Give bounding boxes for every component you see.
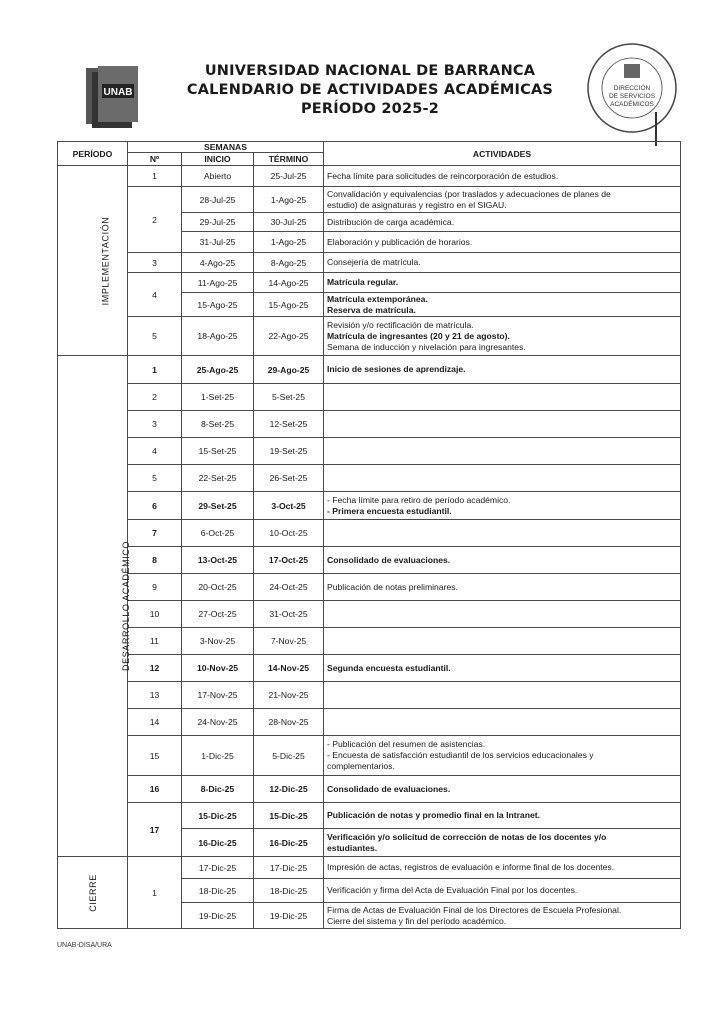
week-number: 3 [128,253,182,273]
university-logo [78,62,148,132]
logo-text: UNAB [103,87,133,98]
end-date: 12-Set-25 [254,411,324,438]
week-number: 2 [128,384,182,411]
end-date: 10-Oct-25 [254,520,324,547]
start-date: 19-Dic-25 [182,903,254,929]
end-date: 7-Nov-25 [254,628,324,655]
activity: Revisión y/o rectificación de matrícula. Matrícula de ingresantes (20 y 21 de agosto). Semana de inducción y nivelación para ingresantes. [324,317,681,356]
end-date: 26-Set-25 [254,465,324,492]
seal-line-2: DE SERVICIOS [608,93,656,100]
week-number: 5 [128,465,182,492]
period-label: DESARROLLO ACADÉMICO [121,540,132,672]
end-date: 15-Ago-25 [254,293,324,317]
week-number: 11 [128,628,182,655]
table-row [58,356,681,384]
start-date: 29-Jul-25 [182,213,254,232]
end-date: 24-Oct-25 [254,574,324,601]
activity: Fecha límite para solicitudes de reincorporación de estudios. [324,166,681,187]
end-date: 17-Oct-25 [254,547,324,574]
end-date: 15-Dic-25 [254,803,324,829]
activity: Matrícula extemporánea. Reserva de matrícula. [324,293,681,317]
header-university: UNIVERSIDAD NACIONAL DE BARRANCA [204,63,536,79]
end-date: 1-Ago-25 [254,232,324,253]
end-date: 3-Oct-25 [254,492,324,520]
start-date: 18-Dic-25 [182,879,254,903]
activity: - Fecha límite para retiro de período académico. - Primera encuesta estudiantil. [324,492,681,520]
start-date: 27-Oct-25 [182,601,254,628]
start-date: 1-Dic-25 [182,736,254,776]
start-date: 25-Ago-25 [182,356,254,384]
end-date: 21-Nov-25 [254,682,324,709]
activity: - Publicación del resumen de asistencias. - Encuesta de satisfacción estudiantil de los servicios educacionales y complementarios. [324,736,681,776]
week-number: 3 [128,411,182,438]
end-date: 29-Ago-25 [254,356,324,384]
end-date: 14-Nov-25 [254,655,324,682]
activity: Consejería de matrícula. [324,253,681,273]
table-row [58,857,681,879]
header-inicio: INICIO [182,153,254,166]
period-label: CIERRE [87,873,98,912]
week-number: 1 [128,356,182,384]
activity: Consolidado de evaluaciones. [324,776,681,803]
end-date: 1-Ago-25 [254,187,324,213]
activity: Publicación de notas preliminares. [324,574,681,601]
activity: Inicio de sesiones de aprendizaje. [324,356,681,384]
header-periodo: PERÍODO [58,142,128,166]
table-row [58,682,681,709]
week-number: 4 [128,438,182,465]
activity: Verificación y firma del Acta de Evaluación Final por los docentes. [324,879,681,903]
end-date: 25-Jul-25 [254,166,324,187]
start-date: 15-Ago-25 [182,293,254,317]
activity: Distribución de carga académica. [324,213,681,232]
table-row [58,317,681,356]
header-title: CALENDARIO DE ACTIVIDADES ACADÉMICAS [186,82,554,98]
start-date: 31-Jul-25 [182,232,254,253]
seal-stamp [582,38,682,138]
end-date: 5-Set-25 [254,384,324,411]
start-date: 3-Nov-25 [182,628,254,655]
activity: Elaboración y publicación de horarios. [324,232,681,253]
week-number: 1 [128,166,182,187]
activity [324,601,681,628]
week-number: 14 [128,709,182,736]
period-cierre [58,857,128,929]
activity: Convalidación y equivalencias (por traslados y adecuaciones de planes de estudio) de asignaturas y registro en el SIGAU. [324,187,681,213]
start-date: 29-Set-25 [182,492,254,520]
week-number: 12 [128,655,182,682]
activity: Verificación y/o solicitud de corrección de notas de los docentes y/o estudiantes. [324,829,681,857]
week-number: 15 [128,736,182,776]
end-date: 31-Oct-25 [254,601,324,628]
table-row [58,601,681,628]
end-date: 22-Ago-25 [254,317,324,356]
week-number: 2 [128,187,182,253]
start-date: 15-Set-25 [182,438,254,465]
end-date: 16-Dic-25 [254,829,324,857]
table-row [58,411,681,438]
table-row [58,384,681,411]
table-row [58,273,681,293]
week-number: 8 [128,547,182,574]
activity: Impresión de actas, registros de evaluación e informe final de los docentes. [324,857,681,879]
start-date: 17-Nov-25 [182,682,254,709]
table-row [58,492,681,520]
activity: Consolidado de evaluaciones. [324,547,681,574]
start-date: 18-Ago-25 [182,317,254,356]
table-row [58,465,681,492]
header-termino: TÉRMINO [254,153,324,166]
start-date: 8-Dic-25 [182,776,254,803]
activity [324,628,681,655]
activity [324,682,681,709]
start-date: 8-Set-25 [182,411,254,438]
start-date: 24-Nov-25 [182,709,254,736]
week-number: 17 [128,803,182,857]
end-date: 12-Dic-25 [254,776,324,803]
table-row [58,166,681,187]
start-date: 28-Jul-25 [182,187,254,213]
calendar-table [57,141,681,929]
table-row [58,187,681,213]
seal-line-1: DIRECCIÓN [613,85,651,92]
activity [324,465,681,492]
end-date: 5-Dic-25 [254,736,324,776]
start-date: 6-Oct-25 [182,520,254,547]
table-row [58,736,681,776]
start-date: 1-Set-25 [182,384,254,411]
period-desarrollo [58,356,132,857]
document-header [170,62,570,119]
activity: Matrícula regular. [324,273,681,293]
start-date: 11-Ago-25 [182,273,254,293]
start-date: 20-Oct-25 [182,574,254,601]
header-actividades: ACTIVIDADES [324,142,681,166]
period-implementacion [58,166,128,356]
activity: Segunda encuesta estudiantil. [324,655,681,682]
seal-line-3: ACADÉMICOS [610,101,654,108]
week-number: 4 [128,273,182,317]
activity [324,384,681,411]
week-number: 7 [128,520,182,547]
week-number: 9 [128,574,182,601]
table-row [58,776,681,803]
start-date: 4-Ago-25 [182,253,254,273]
table-row [58,709,681,736]
activity: Firma de Actas de Evaluación Final de los Directores de Escuela Profesional. Cierre del sistema y fin del período académico. [324,903,681,929]
end-date: 17-Dic-25 [254,857,324,879]
start-date: Abierto [182,166,254,187]
start-date: 10-Nov-25 [182,655,254,682]
table-row [58,803,681,829]
week-number: 1 [128,857,182,929]
end-date: 19-Set-25 [254,438,324,465]
period-label: IMPLEMENTACIÓN [100,216,111,305]
start-date: 22-Set-25 [182,465,254,492]
header-period: PERÍODO 2025-2 [300,101,440,117]
week-number: 6 [128,492,182,520]
activity [324,520,681,547]
start-date: 13-Oct-25 [182,547,254,574]
table-row [58,520,681,547]
table-row [58,628,681,655]
week-number: 13 [128,682,182,709]
table-row [58,574,681,601]
week-number: 5 [128,317,182,356]
start-date: 16-Dic-25 [182,829,254,857]
header-semanas: SEMANAS [128,142,324,153]
end-date: 19-Dic-25 [254,903,324,929]
end-date: 28-Nov-25 [254,709,324,736]
end-date: 18-Dic-25 [254,879,324,903]
activity [324,411,681,438]
week-number: 10 [128,601,182,628]
week-number: 16 [128,776,182,803]
start-date: 17-Dic-25 [182,857,254,879]
header-numero: Nº [128,153,182,166]
activity [324,438,681,465]
table-row [58,655,681,682]
table-row [58,253,681,273]
activity: Publicación de notas y promedio final en la Intranet. [324,803,681,829]
table-row [58,547,681,574]
end-date: 30-Jul-25 [254,213,324,232]
start-date: 15-Dic-25 [182,803,254,829]
end-date: 8-Ago-25 [254,253,324,273]
end-date: 14-Ago-25 [254,273,324,293]
activity [324,709,681,736]
table-row [58,438,681,465]
footer-code: UNAB-DISA/URA [57,942,112,949]
